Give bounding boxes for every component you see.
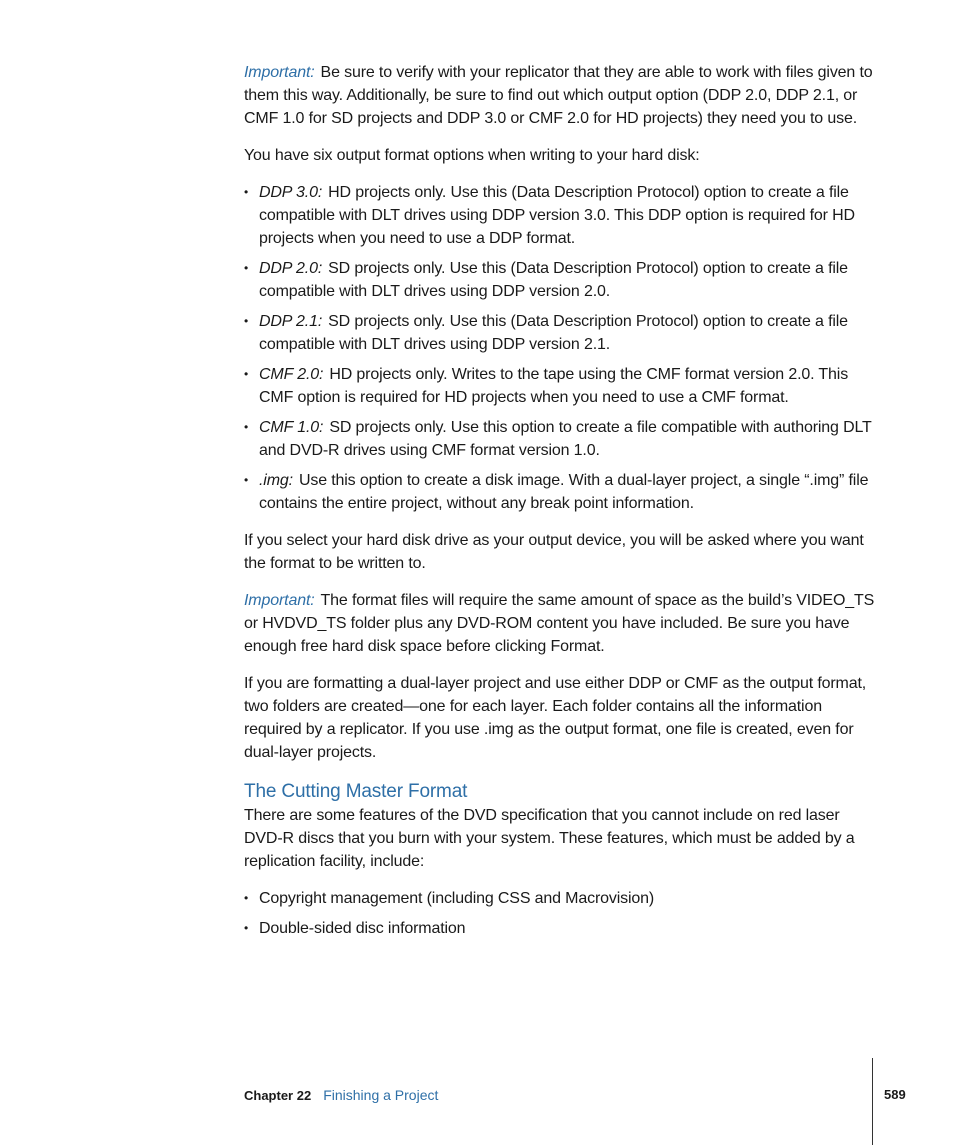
option-text: HD projects only. Use this (Data Description Protocol) option to create a file compatible with DLT drives using DDP version 3.0. This DDP option is required for HD projects when you need to use a DDP format. — [259, 184, 855, 247]
list-item: • Double-sided disc information — [244, 917, 876, 940]
option-text: Use this option to create a disk image. With a dual-layer project, a single “.img” file contains the entire project, without any break point information. — [259, 472, 869, 512]
option-term: DDP 2.1: — [259, 313, 323, 330]
dual-layer-paragraph: If you are formatting a dual-layer project and use either DDP or CMF as the output format, two folders are created—one for each layer. Each folder contains all the information required by a replicator. If you use .img as the output format, one file is created, even for dual-layer projects. — [244, 675, 867, 761]
chapter-title: Finishing a Project — [323, 1087, 439, 1103]
features-list — [244, 887, 876, 940]
important-note-2 — [244, 589, 876, 658]
section-intro: There are some features of the DVD specification that you cannot include on red laser DVD-R discs that you burn with your system. These features, which must be added by a replication facility, include: — [244, 807, 855, 870]
list-item — [244, 310, 876, 356]
option-text: HD projects only. Writes to the tape using the CMF format version 2.0. This CMF option is required for HD projects when you need to use a CMF format. — [259, 366, 849, 406]
output-options-list — [244, 181, 876, 515]
important-label: Important: — [244, 592, 315, 609]
option-term: CMF 1.0: — [259, 419, 324, 436]
page-footer — [244, 1086, 438, 1105]
option-term: DDP 2.0: — [259, 260, 323, 277]
important-text: The format files will require the same amount of space as the build’s VIDEO_TS or HVDVD_TS folder plus any DVD-ROM content you have included. Be sure you have enough free hard disk space before clicking Format. — [244, 592, 875, 655]
important-label: Important: — [244, 64, 315, 81]
important-note-1 — [244, 61, 876, 130]
list-item: • Copyright management (including CSS and Macrovision) — [244, 887, 876, 910]
option-text: SD projects only. Use this (Data Description Protocol) option to create a file compatible with DLT drives using DDP version 2.0. — [259, 260, 848, 300]
list-item — [244, 363, 876, 409]
list-item — [244, 257, 876, 303]
important-text: Be sure to verify with your replicator that they are able to work with files given to them this way. Additionally, be sure to find out which output option (DDP 2.0, DDP 2.1, or CMF 1.0 for SD projects and DDP 3.0 or CMF 2.0 for HD projects) they need you to use. — [244, 64, 873, 127]
option-term: DDP 3.0: — [259, 184, 323, 201]
section-heading: The Cutting Master Format — [244, 781, 468, 802]
footer-divider — [872, 1058, 873, 1145]
list-item — [244, 469, 876, 515]
option-term: .img: — [259, 472, 293, 489]
option-text: SD projects only. Use this option to create a file compatible with authoring DLT and DVD-R drives using CMF format version 1.0. — [259, 419, 872, 459]
list-item — [244, 416, 876, 462]
chapter-label: Chapter 22 — [244, 1088, 312, 1103]
option-term: CMF 2.0: — [259, 366, 324, 383]
list-item — [244, 181, 876, 250]
page-number: 589 — [884, 1087, 906, 1102]
options-intro: You have six output format options when writing to your hard disk: — [244, 147, 700, 164]
option-text: SD projects only. Use this (Data Description Protocol) option to create a file compatible with DLT drives using DDP version 2.1. — [259, 313, 848, 353]
hard-disk-paragraph: If you select your hard disk drive as your output device, you will be asked where you want the format to be written to. — [244, 532, 864, 572]
page-content — [244, 61, 876, 954]
